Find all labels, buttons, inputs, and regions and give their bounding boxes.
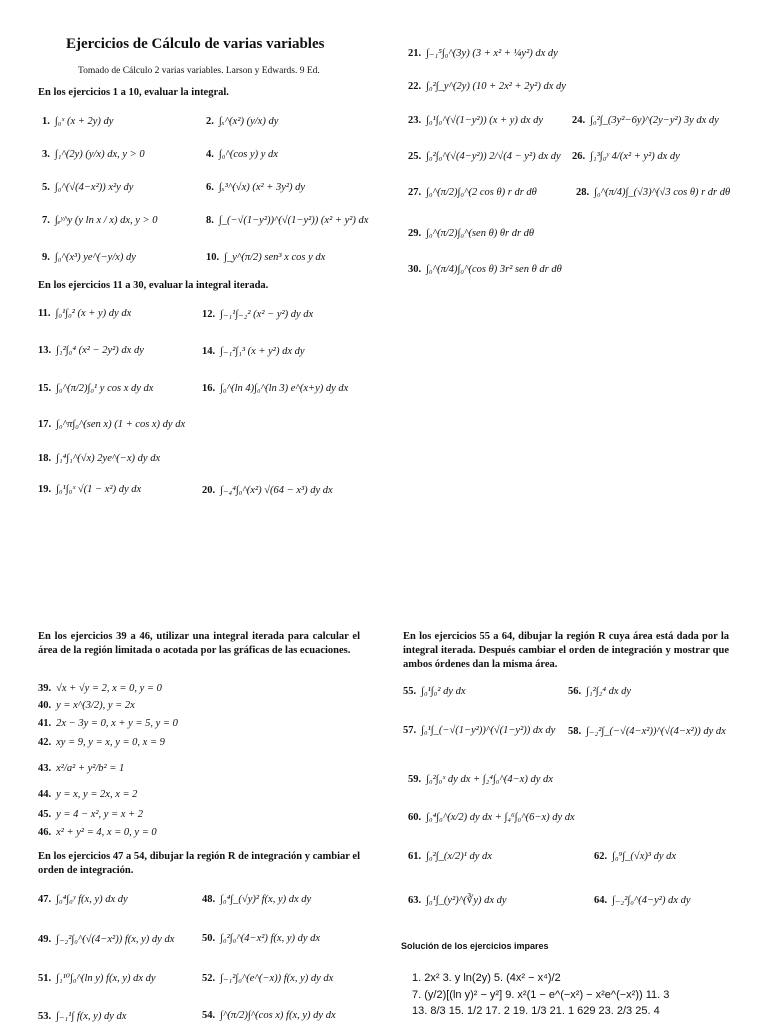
solutions-line: 1. 2x² 3. y ln(2y) 5. (4x² − x⁴)/2	[412, 972, 561, 984]
exercise-item: 40. y = x^(3/2), y = 2x	[38, 700, 135, 711]
exercise-item: 24. ∫₀²∫_(3y²−6y)^(2y−y²) 3y dx dy	[572, 115, 719, 126]
exercise-item: 21. ∫₋₁⁵∫₀^(3y) (3 + x² + ¼y²) dx dy	[408, 48, 558, 59]
exercise-item: 63. ∫₀¹∫_(y²)^(∛y) dx dy	[408, 895, 507, 906]
exercise-item: 8. ∫_(−√(1−y²))^(√(1−y²)) (x² + y²) dx	[206, 215, 369, 226]
exercise-item: 53. ∫₋₁¹∫ f(x, y) dy dx	[38, 1011, 127, 1022]
exercise-item: 12. ∫₋₁¹∫₋₂² (x² − y²) dy dx	[202, 309, 314, 320]
exercise-item: 44. y = x, y = 2x, x = 2	[38, 789, 138, 800]
exercise-item: 59. ∫₀²∫₀ˣ dy dx + ∫₂⁴∫₀^(4−x) dy dx	[408, 774, 553, 785]
exercise-item: 47. ∫₀⁴∫₀ʸ f(x, y) dx dy	[38, 894, 128, 905]
exercise-item: 11. ∫₀¹∫₀² (x + y) dy dx	[38, 308, 132, 319]
exercise-item: 7. ∫ₑʸ^y (y ln x / x) dx, y > 0	[42, 215, 158, 226]
solutions-line: 13. 8/3 15. 1/2 17. 2 19. 1/3 21. 1 629 23. 2/3 25. 4	[412, 1005, 660, 1017]
exercise-item: 56. ∫₁²∫₂⁴ dx dy	[568, 686, 632, 697]
exercise-item: 54. ∫^(π/2)∫^(cos x) f(x, y) dy dx	[202, 1010, 336, 1021]
exercise-item: 28. ∫₀^(π/4)∫_(√3)^(√3 cos θ) r dr dθ	[576, 187, 731, 198]
exercise-item: 42. xy = 9, y = x, y = 0, x = 9	[38, 737, 165, 748]
exercise-item: 18. ∫₁⁴∫₁^(√x) 2ye^(−x) dy dx	[38, 453, 161, 464]
exercise-item: 27. ∫₀^(π/2)∫₀^(2 cos θ) r dr dθ	[408, 187, 537, 198]
exercise-item: 20. ∫₋₄⁴∫₀^(x²) √(64 − x³) dy dx	[202, 485, 333, 496]
section-heading-1-10: En los ejercicios 1 a 10, evaluar la integral.	[38, 87, 229, 98]
exercise-item: 4. ∫₀^(cos y) y dx	[206, 149, 278, 160]
exercise-item: 2. ∫ₓ^(x²) (y/x) dy	[206, 116, 279, 127]
exercise-item: 43. x²/a² + y²/b² = 1	[38, 763, 125, 774]
exercise-item: 41. 2x − 3y = 0, x + y = 5, y = 0	[38, 718, 178, 729]
exercise-item: 61. ∫₀²∫_(x/2)¹ dy dx	[408, 851, 492, 862]
exercise-item: 16. ∫₀^(ln 4)∫₀^(ln 3) e^(x+y) dy dx	[202, 383, 349, 394]
exercise-item: 51. ∫₁¹⁰∫₀^(ln y) f(x, y) dx dy	[38, 973, 156, 984]
exercise-item: 50. ∫₀²∫₀^(4−x²) f(x, y) dy dx	[202, 933, 321, 944]
exercise-item: 26. ∫₁³∫₀ʸ 4/(x² + y²) dx dy	[572, 151, 680, 162]
exercise-item: 58. ∫₋₂²∫_(−√(4−x²))^(√(4−x²)) dy dx	[568, 726, 726, 737]
exercise-item: 25. ∫₀²∫₀^(√(4−y²)) 2/√(4 − y²) dx dy	[408, 151, 561, 162]
exercise-item: 3. ∫₁^(2y) (y/x) dx, y > 0	[42, 149, 145, 160]
exercise-item: 64. ∫₋₂²∫₀^(4−y²) dx dy	[594, 895, 691, 906]
document-subtitle: Tomado de Cálculo 2 varias variables. Larson y Edwards. 9 Ed.	[78, 66, 320, 76]
exercise-item: 30. ∫₀^(π/4)∫₀^(cos θ) 3r² sen θ dr dθ	[408, 264, 562, 275]
exercise-item: 5. ∫₀^(√(4−x²)) x²y dy	[42, 182, 134, 193]
exercise-item: 39. √x + √y = 2, x = 0, y = 0	[38, 683, 162, 694]
exercise-item: 22. ∫₀²∫_y^(2y) (10 + 2x² + 2y²) dx dy	[408, 81, 566, 92]
exercise-item: 9. ∫₀^(x³) ye^(−y/x) dy	[42, 252, 136, 263]
exercise-item: 10. ∫_y^(π/2) sen³ x cos y dx	[206, 252, 326, 263]
exercise-item: 46. x² + y² = 4, x = 0, y = 0	[38, 827, 157, 838]
exercise-item: 13. ∫₁²∫₀⁴ (x² − 2y²) dx dy	[38, 345, 144, 356]
exercise-item: 55. ∫₀¹∫₀² dy dx	[403, 686, 466, 697]
exercise-item: 15. ∫₀^(π/2)∫₀¹ y cos x dy dx	[38, 383, 154, 394]
solutions-line: 7. (y/2)[(ln y)² − y²] 9. x²(1 − e^(−x²) − x²e^(−x²)) 11. 3	[412, 989, 670, 1001]
exercise-item: 45. y = 4 − x², y = x + 2	[38, 809, 144, 820]
exercise-item: 48. ∫₀⁴∫_(√y)² f(x, y) dx dy	[202, 894, 312, 905]
exercise-item: 29. ∫₀^(π/2)∫₀^(sen θ) θr dr dθ	[408, 228, 535, 239]
section-heading-47-54: En los ejercicios 47 a 54, dibujar la región R de integración y cambiar el orden de integración.	[38, 851, 360, 876]
exercise-item: 62. ∫₀⁹∫_(√x)³ dy dx	[594, 851, 677, 862]
exercise-item: 14. ∫₋₁²∫₁³ (x + y²) dx dy	[202, 346, 305, 357]
exercise-item: 6. ∫ₓ³^(√x) (x² + 3y²) dy	[206, 182, 306, 193]
exercise-item: 60. ∫₀⁴∫₀^(x/2) dy dx + ∫₄⁶∫₀^(6−x) dy dx	[408, 812, 575, 823]
section-heading-55-64: En los ejercicios 55 a 64, dibujar la región R cuya área está dada por la integral iterada. Después cambiar el orden de integración y mostrar que ambos órdenes dan la misma área.	[403, 631, 729, 670]
exercise-item: 19. ∫₀¹∫₀ˣ √(1 − x²) dy dx	[38, 484, 142, 495]
section-heading-11-30: En los ejercicios 11 a 30, evaluar la integral iterada.	[38, 280, 269, 291]
exercise-item: 57. ∫₀¹∫_(−√(1−y²))^(√(1−y²)) dx dy	[403, 725, 556, 736]
exercise-item: 1. ∫₀ˣ (x + 2y) dy	[42, 116, 114, 127]
solutions-title: Solución de los ejercicios impares	[401, 941, 549, 951]
exercise-item: 52. ∫₋₁²∫₀^(e^(−x)) f(x, y) dy dx	[202, 973, 334, 984]
section-heading-39-46: En los ejercicios 39 a 46, utilizar una integral iterada para calcular el área de la región limitada o acotada por las gráficas de las ecuaciones.	[38, 631, 360, 656]
exercise-item: 49. ∫₋₂²∫₀^(√(4−x²)) f(x, y) dy dx	[38, 934, 175, 945]
exercise-item: 23. ∫₀¹∫₀^(√(1−y²)) (x + y) dx dy	[408, 115, 543, 126]
exercise-item: 17. ∫₀^π∫₀^(sen x) (1 + cos x) dy dx	[38, 419, 186, 430]
document-title: Ejercicios de Cálculo de varias variables	[66, 36, 325, 52]
